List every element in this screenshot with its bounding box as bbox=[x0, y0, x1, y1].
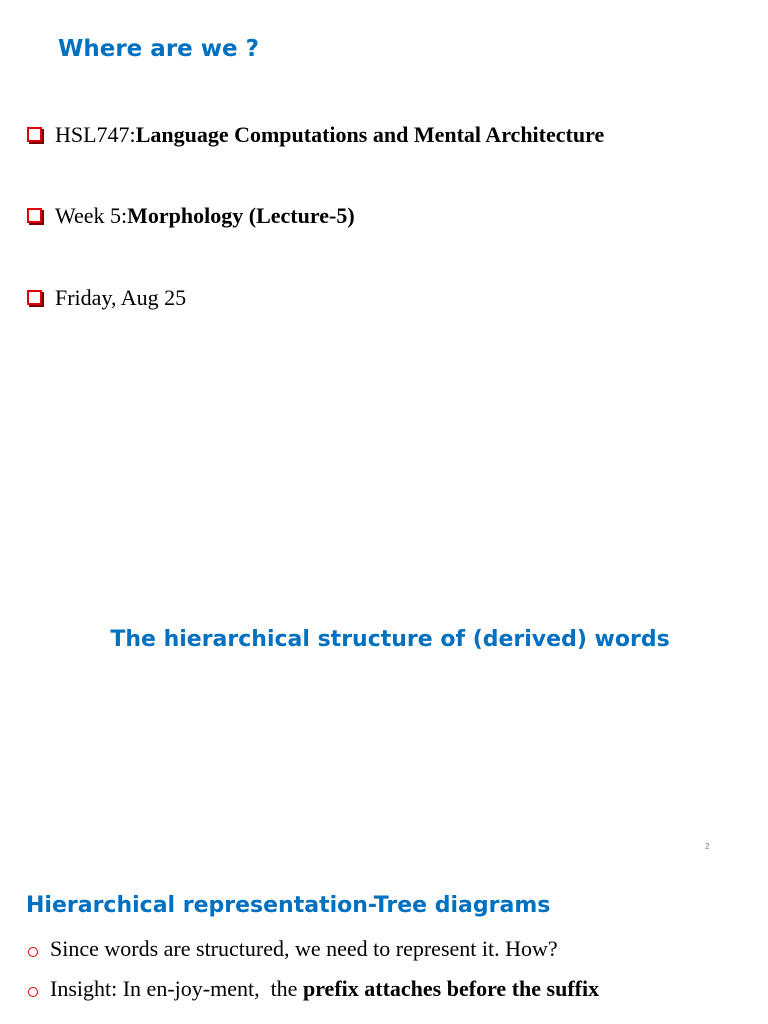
slide-1-title: Where are we ? bbox=[58, 36, 259, 62]
square-bullet-icon bbox=[27, 290, 42, 305]
circle-bullet-icon bbox=[28, 987, 38, 997]
bullet-course-bold: Language Computations and Mental Architecture bbox=[135, 122, 605, 147]
bullet-week-bold: Morphology (Lecture-5) bbox=[127, 203, 355, 228]
bullet-week-prefix: Week 5: bbox=[55, 203, 128, 228]
bullet-insight-prefix: Insight: In en-joy-ment, the bbox=[50, 976, 303, 1001]
slide-2 bbox=[0, 600, 768, 860]
bullet-course bbox=[27, 122, 604, 148]
slide-3-title: Hierarchical representation-Tree diagrams bbox=[26, 893, 551, 918]
circle-bullet-icon bbox=[28, 947, 38, 957]
bullet-course-prefix: HSL747: bbox=[55, 122, 136, 147]
bullet-structured bbox=[28, 936, 558, 962]
bullet-date-text: Friday, Aug 25 bbox=[55, 285, 187, 310]
bullet-structured-text: Since words are structured, we need to represent it. How? bbox=[50, 936, 558, 961]
square-bullet-icon bbox=[27, 208, 42, 223]
page-number: 2 bbox=[705, 842, 710, 851]
square-bullet-icon bbox=[27, 127, 42, 142]
bullet-insight bbox=[28, 976, 599, 1002]
slide-3 bbox=[0, 880, 768, 1024]
bullet-week bbox=[27, 203, 355, 229]
bullet-insight-bold: prefix attaches before the suffix bbox=[302, 976, 600, 1001]
bullet-date bbox=[27, 285, 186, 311]
slide-2-title: The hierarchical structure of (derived) words bbox=[110, 627, 670, 652]
